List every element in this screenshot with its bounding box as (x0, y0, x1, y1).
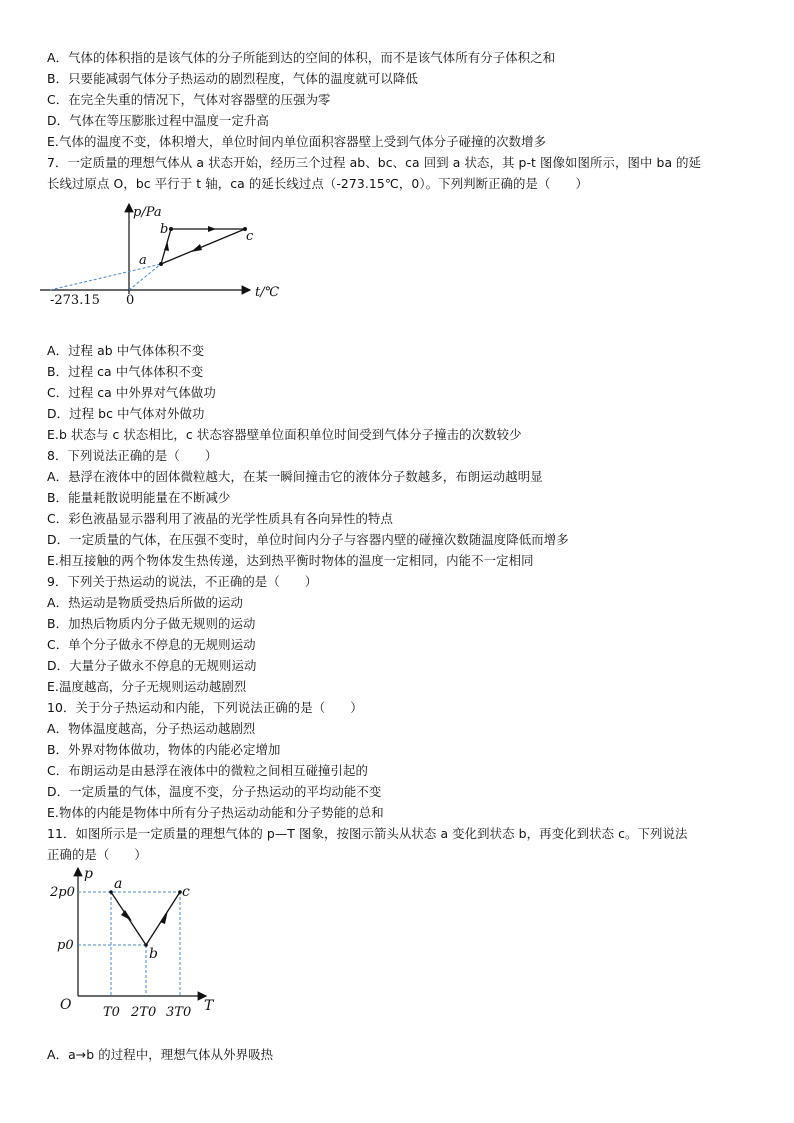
q8-option-b: B．能量耗散说明能量在不断减少 (47, 490, 231, 505)
q7-label-b: b (160, 222, 169, 237)
q9-option-a: A．热运动是物质受热后所做的运动 (47, 595, 243, 610)
q11-stem-line2: 正确的是（ ） (47, 847, 147, 862)
q11-x-axis-label: T (204, 998, 214, 1014)
q11-pT-graph (48, 862, 228, 1022)
q7-option-e: E.b 状态与 c 状态相比，c 状态容器壁单位面积单位时间受到气体分子撞击的次数较少 (47, 427, 522, 442)
q7-line-ca (161, 229, 245, 264)
q7-neg-label: -273.15 (50, 293, 100, 308)
q6-option-c: C．在完全失重的情况下，气体对容器壁的压强为零 (47, 92, 331, 107)
q7-origin-label: 0 (126, 293, 135, 308)
q11-stem-line1: 11．如图所示是一定质量的理想气体的 p—T 图象，按图示箭头从状态 a 变化到状态 b，再变化到状态 c。下列说法 (47, 826, 688, 841)
q11-tick-T0: T0 (103, 1005, 120, 1020)
q10-option-c: C．布朗运动是由悬浮在液体中的微粒之间相互碰撞引起的 (47, 763, 369, 778)
q10-option-a: A．物体温度越高，分子热运动越剧烈 (47, 721, 256, 736)
q7-y-axis-label: p/Pa (133, 205, 162, 220)
q11-label-a: a (114, 876, 123, 892)
q7-option-d: D．过程 bc 中气体对外做功 (47, 406, 205, 421)
q7-label-c: c (246, 229, 254, 244)
q11-tick-p0: p0 (57, 938, 74, 953)
q10-option-e: E.物体的内能是物体中所有分子热运动动能和分子势能的总和 (47, 805, 384, 820)
q9-option-e: E.温度越高，分子无规则运动越剧烈 (47, 679, 247, 694)
q7-x-axis-label: t/℃ (255, 285, 280, 300)
q6-option-e: E.气体的温度不变，体积增大，单位时间内单位面积容器壁上受到气体分子碰撞的次数增多 (47, 134, 547, 149)
q9-stem: 9．下列关于热运动的说法，不正确的是（ ） (47, 574, 318, 589)
q10-option-d: D．一定质量的气体，温度不变，分子热运动的平均动能不变 (47, 784, 382, 799)
q11-option-a: A．a→b 的过程中，理想气体从外界吸热 (47, 1047, 274, 1062)
q10-stem: 10．关于分子热运动和内能，下列说法正确的是（ ） (47, 700, 363, 715)
q11-tick-2T0: 2T0 (131, 1005, 157, 1020)
q7-option-b: B．过程 ca 中气体体积不变 (47, 364, 204, 379)
q7-option-a: A．过程 ab 中气体体积不变 (47, 343, 205, 358)
q8-option-c: C．彩色液晶显示器利用了液晶的光学性质具有各向异性的特点 (47, 511, 393, 526)
q9-option-c: C．单个分子做永不停息的无规则运动 (47, 637, 256, 652)
q11-point-a (109, 890, 113, 894)
q11-label-c: c (182, 884, 190, 900)
q9-option-d: D．大量分子做永不停息的无规则运动 (47, 658, 257, 673)
q11-origin-label: O (60, 997, 72, 1013)
q6-option-a: A．气体的体积指的是该气体的分子所能到达的空间的体积，而不是该气体所有分子体积之和 (47, 50, 556, 65)
q11-arrow-bc (160, 910, 168, 924)
q7-point-a (159, 262, 163, 266)
q11-tick-3T0: 3T0 (166, 1005, 192, 1020)
q7-arrow-ca (191, 244, 202, 252)
q8-option-d: D．一定质量的气体，在压强不变时，单位时间内分子与容器内壁的碰撞次数随温度降低而增多 (47, 532, 569, 547)
q9-option-b: B．加热后物质内分子做无规则的运动 (47, 616, 256, 631)
q7-point-b (169, 227, 173, 231)
q7-pt-graph (40, 198, 300, 310)
q10-option-b: B．外界对物体做功，物体的内能必定增加 (47, 742, 281, 757)
q7-stem-line1: 7．一定质量的理想气体从 a 状态开始，经历三个过程 ab、bc、ca 回到 a 状态，其 p-t 图像如图所示，图中 ba 的延 (47, 155, 702, 170)
q8-option-a: A．悬浮在液体中的固体微粒越大，在某一瞬间撞击它的液体分子数越多，布朗运动越明显 (47, 469, 543, 484)
q7-option-c: C．过程 ca 中外界对气体做功 (47, 385, 216, 400)
q11-label-b: b (149, 946, 158, 962)
q7-arrow-bc (208, 226, 216, 232)
q8-stem: 8．下列说法正确的是（ ） (47, 448, 218, 463)
q11-arrow-ab (121, 910, 132, 921)
q7-stem-line2: 长线过原点 O，bc 平行于 t 轴，ca 的延长线过点（-273.15℃，0）。下列判断正确的是（ ） (47, 176, 589, 191)
q11-tick-2p0: 2p0 (50, 885, 75, 900)
q11-point-b (144, 943, 148, 947)
q6-option-d: D．气体在等压膨胀过程中温度一定升高 (47, 113, 269, 128)
q6-option-b: B．只要能减弱气体分子热运动的剧烈程度，气体的温度就可以降低 (47, 71, 418, 86)
q7-label-a: a (139, 253, 147, 268)
q11-y-axis-label: p (84, 866, 93, 882)
q8-option-e: E.相互接触的两个物体发生热传递，达到热平衡时物体的温度一定相同，内能不一定相同 (47, 553, 534, 568)
